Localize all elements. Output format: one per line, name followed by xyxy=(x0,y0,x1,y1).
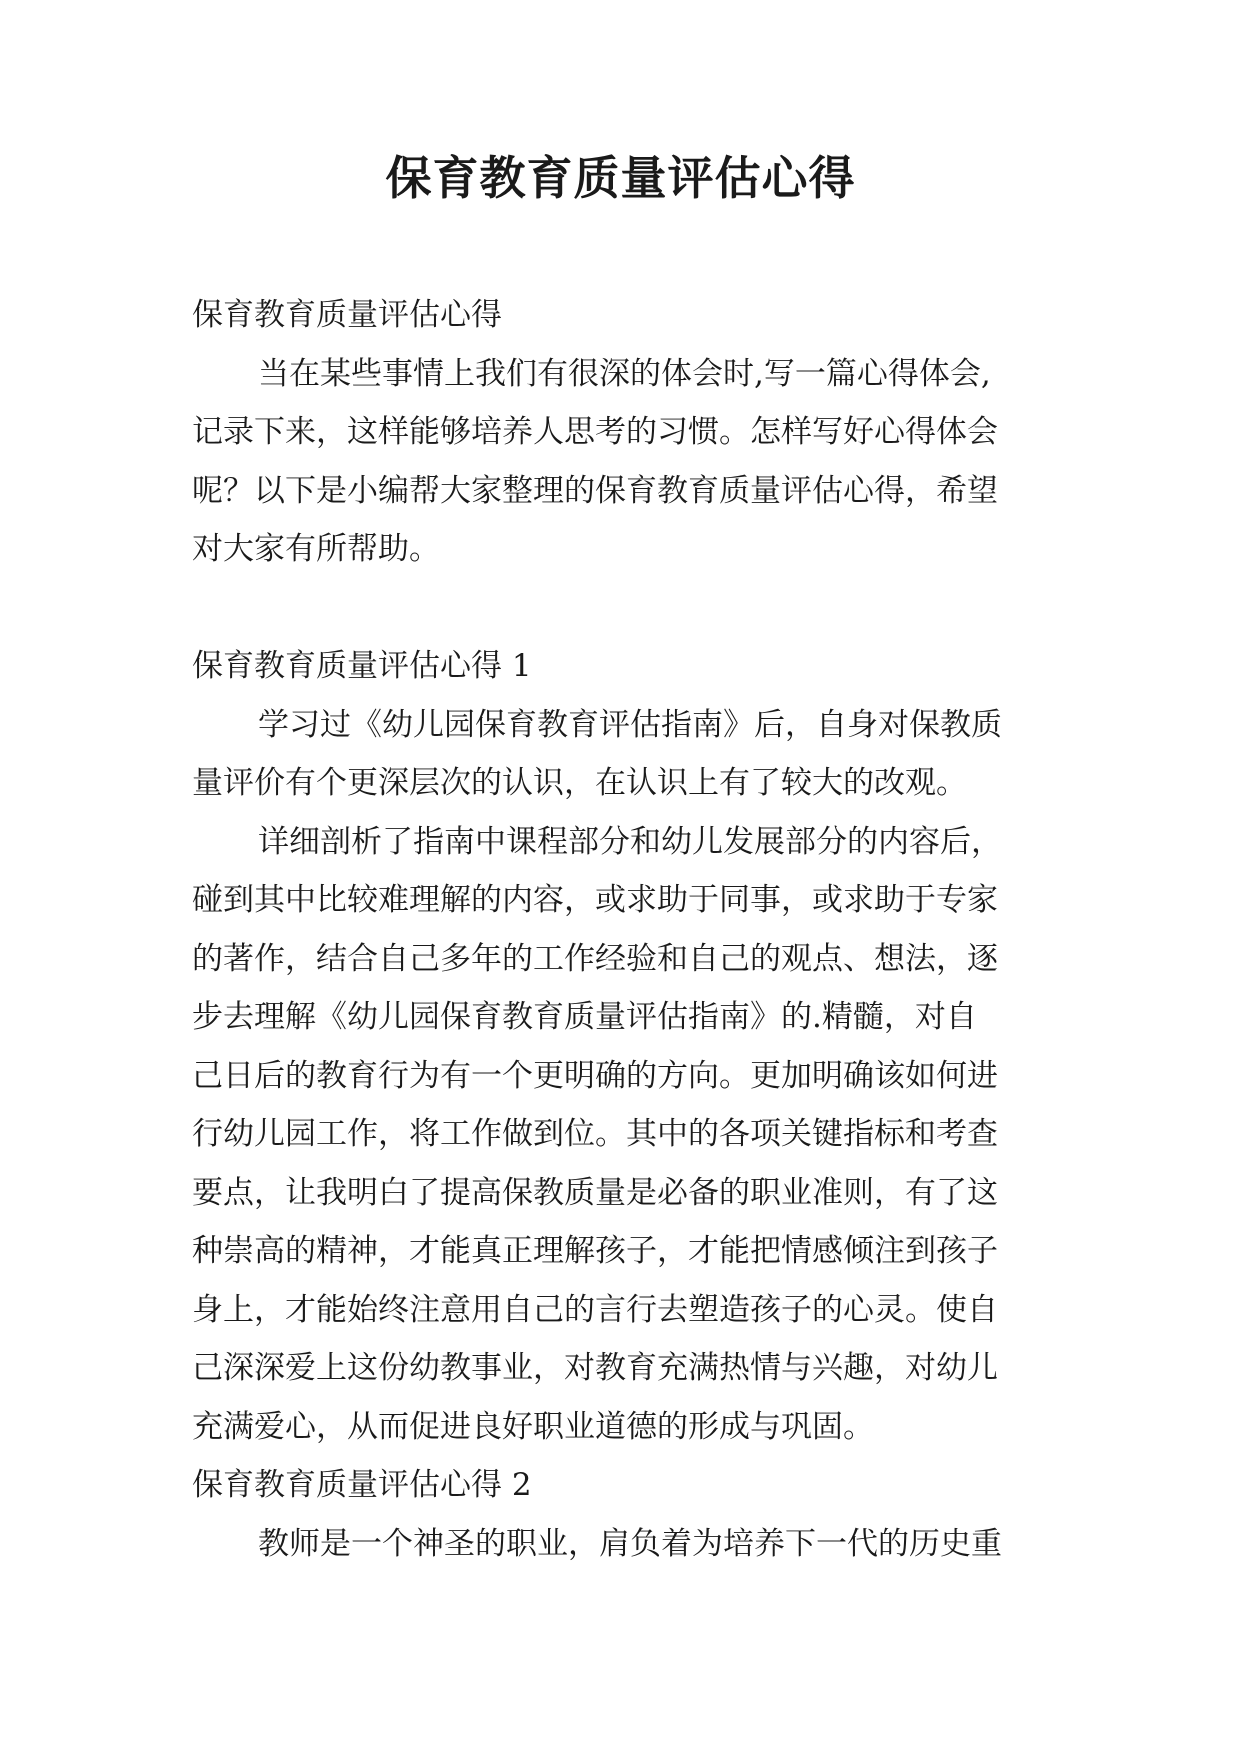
section2-paragraph-line: 教师是一个神圣的职业，肩负着为培养下一代的历史重 xyxy=(258,1525,1002,1562)
section1-paragraph-line: 己日后的教育行为有一个更明确的方向。更加明确该如何进 xyxy=(192,1057,998,1094)
section1-paragraph-line: 身上，才能始终注意用自己的言行去塑造孩子的心灵。使自 xyxy=(192,1291,998,1328)
section1-heading: 保育教育质量评估心得 1 xyxy=(192,648,532,684)
section1-paragraph-line: 种崇高的精神，才能真正理解孩子，才能把情感倾注到孩子 xyxy=(192,1233,998,1269)
section1-paragraph-line: 行幼儿园工作，将工作做到位。其中的各项关键指标和考查 xyxy=(192,1116,998,1152)
section1-paragraph-line: 学习过《幼儿园保育教育评估指南》后，自身对保教质 xyxy=(258,706,1002,743)
intro-paragraph-line: 对大家有所帮助。 xyxy=(192,531,440,567)
section1-paragraph-line: 详细剖析了指南中课程部分和幼儿发展部分的内容后， xyxy=(258,823,1002,860)
blank-line xyxy=(192,579,1050,638)
document-body xyxy=(192,286,1050,1573)
section1-paragraph-line: 的著作，结合自己多年的工作经验和自己的观点、想法，逐 xyxy=(192,940,998,977)
section1-paragraph-line: 要点，让我明白了提高保教质量是必备的职业准则，有了这 xyxy=(192,1174,998,1211)
section1-paragraph-line: 己深深爱上这份幼教事业，对教育充满热情与兴趣，对幼儿 xyxy=(192,1350,998,1386)
intro-heading: 保育教育质量评估心得 xyxy=(192,297,502,333)
document-title: 保育教育质量评估心得 xyxy=(385,151,856,205)
section1-paragraph-line: 碰到其中比较难理解的内容，或求助于同事，或求助于专家 xyxy=(192,882,998,918)
section2-heading: 保育教育质量评估心得 2 xyxy=(192,1467,532,1503)
section1-paragraph-line: 充满爱心，从而促进良好职业道德的形成与巩固。 xyxy=(192,1408,874,1445)
section1-paragraph-line: 量评价有个更深层次的认识，在认识上有了较大的改观。 xyxy=(192,765,967,801)
intro-paragraph-line: 呢？以下是小编帮大家整理的保育教育质量评估心得，希望 xyxy=(192,472,998,509)
intro-paragraph-line: 当在某些事情上我们有很深的体会时,写一篇心得体会, xyxy=(258,355,991,392)
intro-paragraph-line: 记录下来，这样能够培养人思考的习惯。怎样写好心得体会 xyxy=(192,414,998,450)
section1-paragraph-line: 步去理解《幼儿园保育教育质量评估指南》的.精髓，对自 xyxy=(192,999,977,1035)
